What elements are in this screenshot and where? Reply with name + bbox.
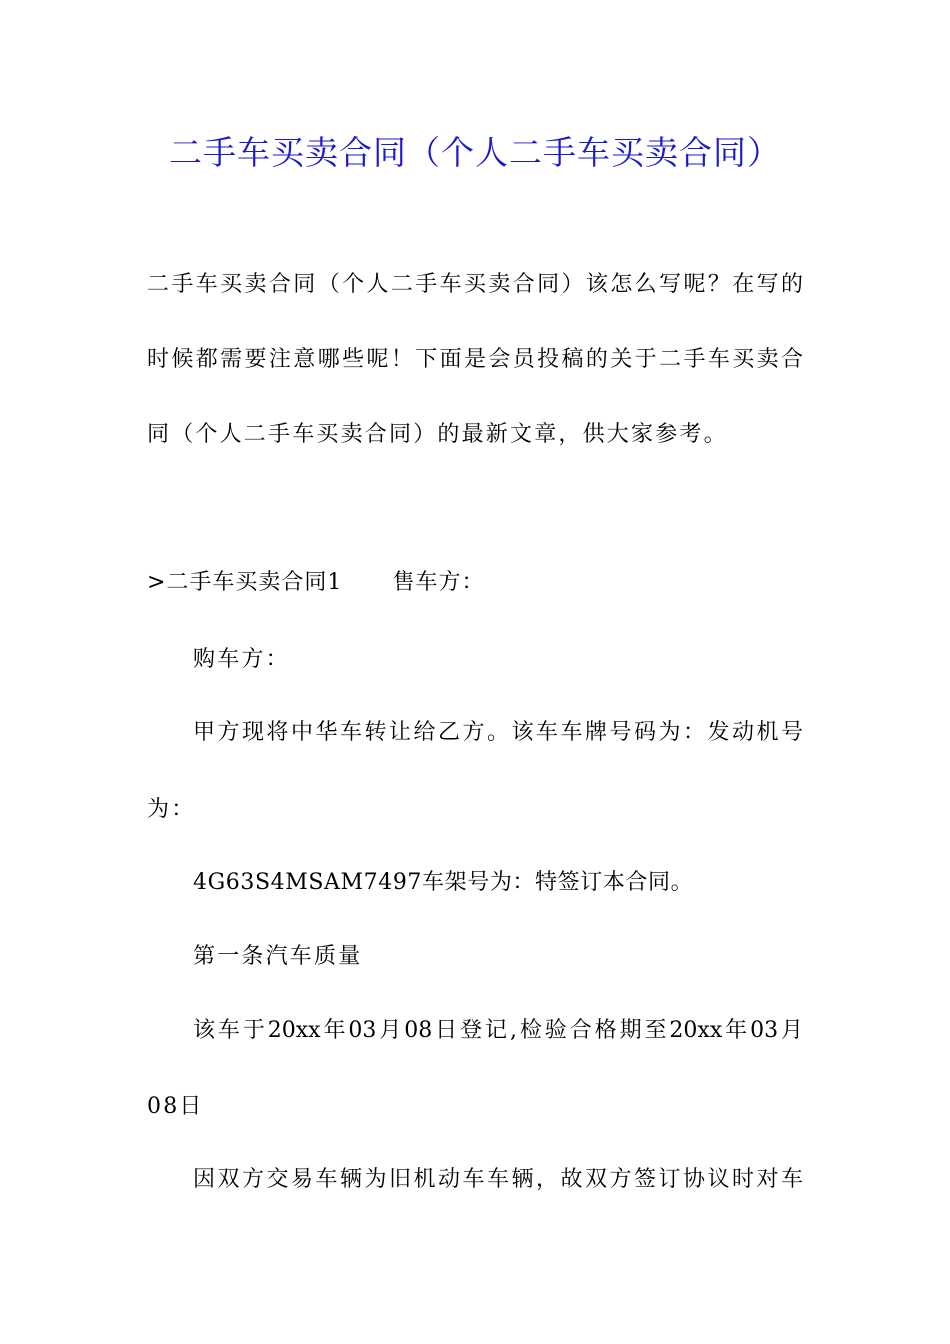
section-heading-row [147, 568, 484, 598]
para3-line-2: 08日 [147, 1094, 204, 1119]
article1-heading: 第一条汽车质量 [193, 944, 363, 969]
section-heading: >二手车买卖合同1 [147, 570, 343, 595]
document-title: 二手车买卖合同（个人二手车买卖合同） [169, 133, 781, 172]
intro-line-1: 二手车买卖合同（个人二手车买卖合同）该怎么写呢？在写的 [147, 272, 803, 297]
para3-line-1: 该车于20xx年03月08日登记,检验合格期至20xx年03月 [193, 1018, 803, 1043]
para4-line-1: 因双方交易车辆为旧机动车车辆，故双方签订协议时对车 [193, 1167, 803, 1192]
seller-label: 售车方： [392, 570, 485, 595]
buyer-label: 购车方： [193, 647, 290, 672]
para1-line-2: 为： [147, 797, 196, 822]
intro-line-2: 时候都需要注意哪些呢！下面是会员投稿的关于二手车买卖合 [147, 347, 803, 372]
para2: 4G63S4MSAM7497车架号为：特签订本合同。 [193, 870, 694, 895]
para1-line-1: 甲方现将中华车转让给乙方。该车车牌号码为：发动机号 [193, 720, 803, 745]
intro-line-3: 同（个人二手车买卖合同）的最新文章，供大家参考。 [147, 422, 728, 447]
